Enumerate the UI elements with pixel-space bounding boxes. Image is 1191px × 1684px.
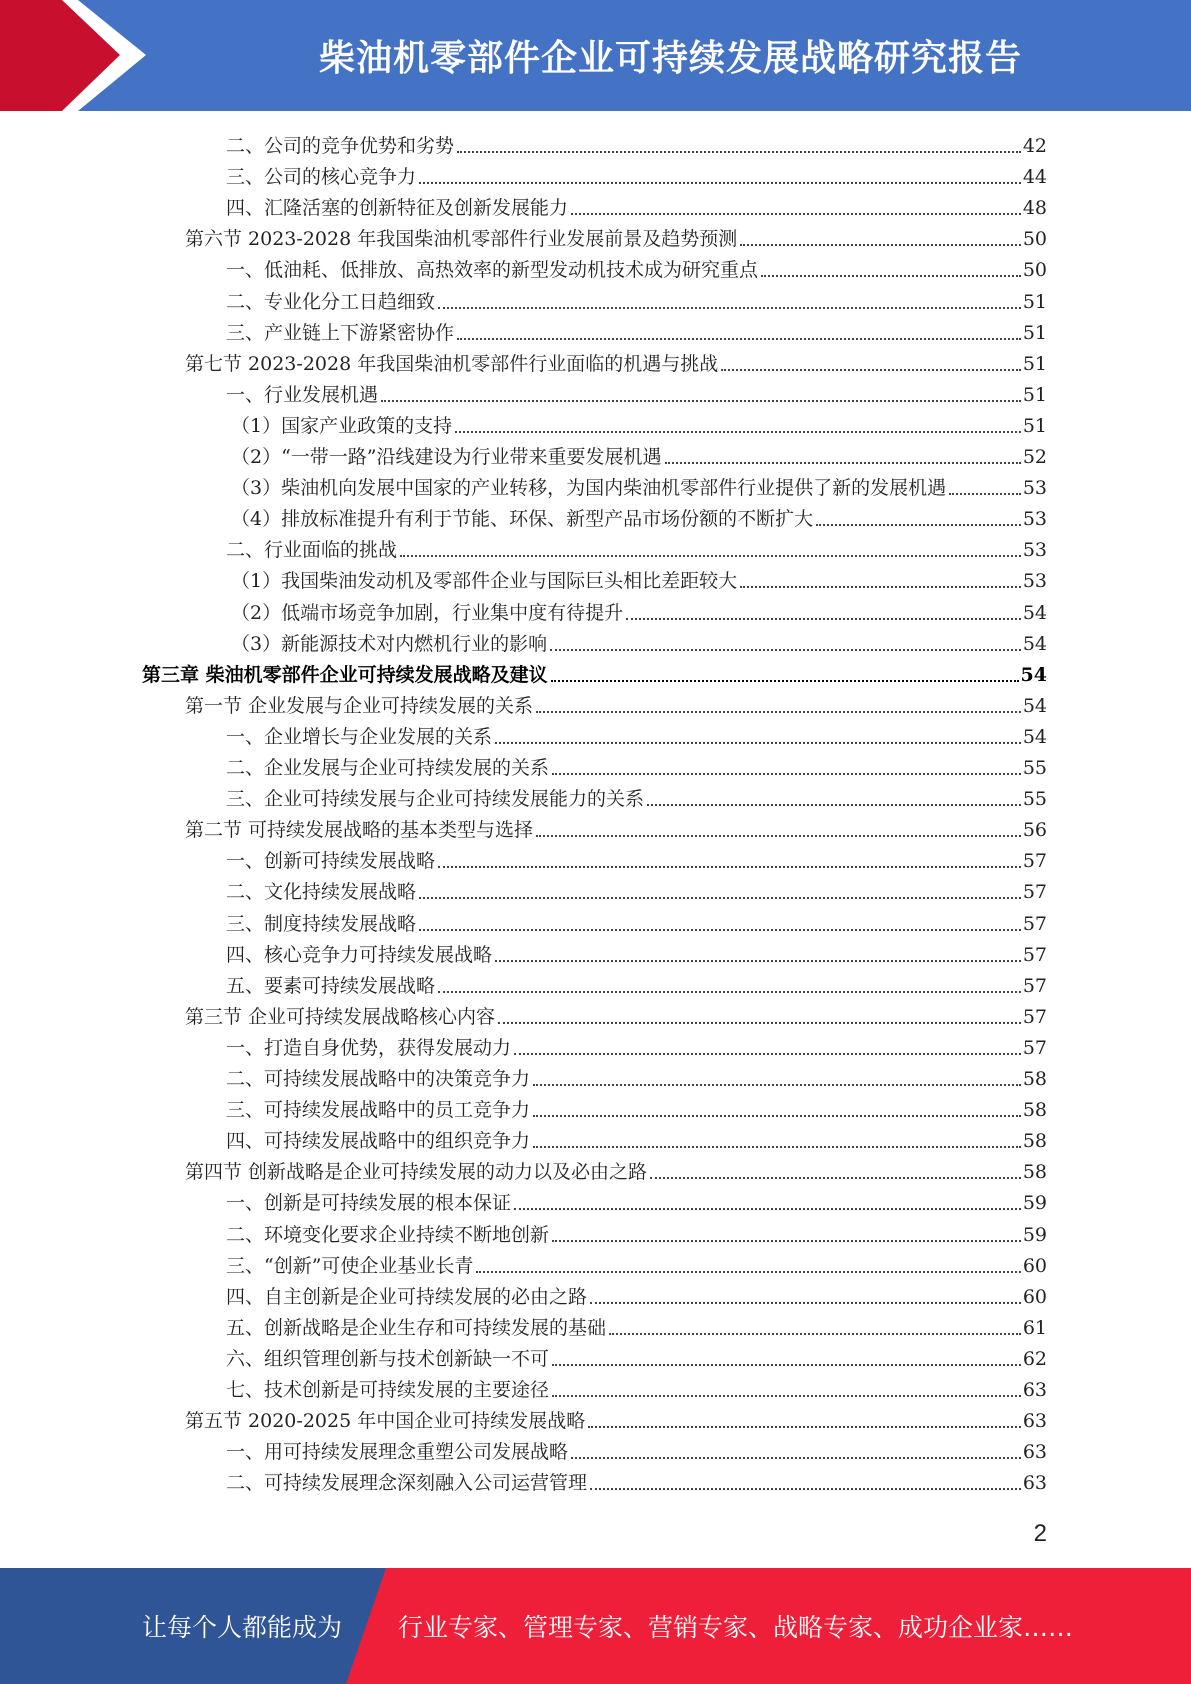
toc-entry-page: 48 [1022,197,1047,220]
toc-entry[interactable] [226,1278,1047,1309]
toc-entry[interactable] [226,1433,1047,1464]
toc-entry[interactable] [226,842,1047,873]
toc-leader-dots [571,213,1021,215]
toc-entry-page: 55 [1022,788,1047,811]
toc-entry[interactable] [226,1029,1047,1060]
toc-entry-page: 53 [1022,570,1047,593]
toc-entry-page: 55 [1022,757,1047,779]
toc-entry-page: 53 [1022,539,1047,562]
toc-entry-page: 59 [1022,1192,1047,1215]
toc-entry[interactable] [226,314,1047,345]
toc-entry-title: 四、核心竞争力可持续发展战略 [226,943,493,966]
toc-entry[interactable] [226,189,1047,220]
toc-entry-title: 二、可持续发展理念深刻融入公司运营管理 [226,1472,588,1495]
toc-entry-title: 一、行业发展机遇 [226,383,379,406]
toc-leader-dots [949,493,1021,495]
toc-entry-title: （4）排放标准提升有利于节能、环保、新型产品市场份额的不断扩大 [231,508,814,531]
toc-entry[interactable] [226,1247,1047,1278]
toc-leader-dots [514,1208,1021,1210]
toc-entry-page: 56 [1022,819,1047,842]
toc-leader-dots [495,960,1021,962]
toc-entry[interactable] [226,780,1047,811]
toc-leader-dots [552,773,1021,775]
toc-leader-dots [455,431,1021,433]
toc-entry-title: 第三节 企业可持续发展战略核心内容 [185,1005,496,1028]
toc-leader-dots [438,307,1021,309]
toc-entry[interactable] [231,625,1047,656]
toc-entry-title: （1）我国柴油发动机及零部件企业与国际巨头相比差距较大 [231,570,738,593]
toc-entry-title: 第一节 企业发展与企业可持续发展的关系 [185,694,534,717]
footer-bar [0,1568,1191,1684]
toc-leader-dots [740,244,1021,246]
toc-leader-dots [533,1115,1021,1117]
toc-entry[interactable] [185,687,1047,718]
toc-entry-page: 61 [1022,1316,1047,1339]
toc-entry-title: 三、“创新”可使企业基业长青 [226,1254,474,1277]
toc-entry-page: 51 [1022,383,1047,406]
toc-leader-dots [457,338,1021,340]
toc-entry-title: 第七节 2023-2028 年我国柴油机零部件行业面临的机遇与挑战 [185,352,719,375]
toc-entry-title: 第四节 创新战略是企业可持续发展的动力以及必由之路 [185,1161,648,1184]
toc-entry-title: 一、创新是可持续发展的根本保证 [226,1192,512,1215]
toc-entry[interactable] [231,469,1047,500]
toc-entry[interactable] [226,251,1047,282]
toc-entry[interactable] [226,873,1047,904]
toc-entry-page: 44 [1022,166,1047,189]
toc-entry[interactable] [226,905,1047,936]
toc-entry-page: 53 [1022,477,1047,500]
toc-leader-dots [495,742,1021,744]
toc-chapter-entry[interactable] [142,656,1047,687]
toc-entry[interactable] [231,500,1047,531]
toc-entry-page: 57 [1022,1036,1047,1059]
toc-entry-page: 58 [1022,1068,1047,1090]
toc-entry-title: 三、产业链上下游紧密协作 [226,321,455,344]
toc-leader-dots [498,1022,1021,1024]
toc-entry-title: 二、可持续发展战略中的决策竞争力 [226,1068,531,1090]
toc-entry-title: 三、企业可持续发展与企业可持续发展能力的关系 [226,788,645,811]
toc-entry[interactable] [226,127,1047,158]
toc-entry-title: 四、自主创新是企业可持续发展的必由之路 [226,1285,588,1308]
toc-leader-dots [816,524,1021,526]
toc-leader-dots [761,275,1021,277]
toc-entry-page: 63 [1022,1472,1047,1495]
toc-entry-page: 62 [1022,1347,1047,1370]
toc-entry[interactable] [226,158,1047,189]
toc-leader-dots [626,618,1021,620]
toc-entry-title: 第六节 2023-2028 年我国柴油机零部件行业发展前景及趋势预测 [185,228,738,251]
toc-leader-dots [533,1084,1021,1086]
toc-entry-page: 57 [1022,881,1047,904]
footer-slogan-left: 让每个人都能成为 [142,1613,343,1642]
toc-entry[interactable] [226,1184,1047,1215]
toc-entry-page: 42 [1022,135,1047,157]
toc-leader-dots [552,1240,1021,1242]
toc-entry-title: 三、可持续发展战略中的员工竞争力 [226,1099,531,1122]
toc-entry-title: 第三章 柴油机零部件企业可持续发展战略及建议 [142,663,548,686]
toc-leader-dots [438,991,1021,993]
toc-leader-dots [552,1364,1021,1366]
toc-entry-title: 二、环境变化要求企业持续不断地创新 [226,1223,550,1246]
toc-entry[interactable] [185,811,1047,842]
toc-leader-dots [536,711,1021,713]
toc-entry[interactable] [185,998,1047,1029]
toc-entry-title: 一、打造自身优势，获得发展动力 [226,1036,512,1059]
toc-leader-dots [533,1146,1021,1148]
toc-entry-title: 三、制度持续发展战略 [226,912,417,935]
toc-entry-page: 57 [1022,974,1047,997]
toc-entry[interactable] [226,531,1047,562]
toc-entry-title: 二、企业发展与企业可持续发展的关系 [226,757,550,779]
toc-entry-title: 四、汇隆活塞的创新特征及创新发展能力 [226,197,569,220]
toc-entry[interactable] [226,1309,1047,1340]
toc-entry[interactable] [231,407,1047,438]
header-arrow-decoration [0,0,160,111]
toc-leader-dots [438,866,1021,868]
toc-entry-page: 57 [1022,850,1047,873]
toc-entry[interactable] [231,438,1047,469]
toc-leader-dots [381,400,1021,402]
toc-entry-page: 58 [1022,1130,1047,1153]
toc-entry[interactable] [185,220,1047,251]
toc-entry-title: （3）新能源技术对内燃机行业的影响 [231,632,548,655]
toc-leader-dots [400,555,1021,557]
toc-entry-page: 63 [1022,1410,1047,1433]
toc-entry-page: 50 [1022,228,1047,251]
toc-entry-title: 第五节 2020-2025 年中国企业可持续发展战略 [185,1410,586,1433]
toc-entry[interactable] [231,562,1047,593]
toc-entry[interactable] [226,936,1047,967]
toc-leader-dots [536,835,1021,837]
toc-entry-page: 63 [1022,1379,1047,1401]
toc-entry[interactable] [226,1060,1047,1091]
footer-slogan-right: 行业专家、管理专家、营销专家、战略专家、成功企业家…… [398,1613,1074,1642]
toc-entry-page: 59 [1022,1223,1047,1246]
toc-leader-dots [551,680,1019,682]
toc-entry-title: 二、行业面临的挑战 [226,539,398,562]
toc-entry-page: 54 [1022,725,1047,748]
toc-entry-title: 一、低油耗、低排放、高热效率的新型发动机技术成为研究重点 [226,259,759,282]
toc-entry-title: 第二节 可持续发展战略的基本类型与选择 [185,819,534,842]
toc-entry-title: 一、企业增长与企业发展的关系 [226,725,493,748]
toc-entry[interactable] [226,749,1047,780]
toc-leader-dots [419,182,1021,184]
toc-entry-page: 60 [1022,1285,1047,1308]
toc-entry[interactable] [185,1153,1047,1184]
toc-entry[interactable] [226,1371,1047,1402]
toc-entry-title: （1）国家产业政策的支持 [231,414,453,437]
toc-entry-page: 57 [1022,912,1047,935]
toc-leader-dots [590,1488,1021,1490]
toc-entry-page: 57 [1022,1005,1047,1028]
toc-entry-page: 54 [1022,632,1047,655]
document-title: 柴油机零部件企业可持续发展战略研究报告 [318,38,1022,79]
toc-leader-dots [721,369,1021,371]
toc-entry[interactable] [226,1122,1047,1153]
toc-entry-title: 四、可持续发展战略中的组织竞争力 [226,1130,531,1153]
toc-entry-page: 54 [1020,663,1047,686]
toc-leader-dots [514,1053,1021,1055]
toc-entry-title: 五、要素可持续发展战略 [226,974,436,997]
toc-entry-page: 58 [1022,1099,1047,1122]
toc-entry[interactable] [226,967,1047,998]
toc-entry-title: 二、公司的竞争优势和劣势 [226,135,455,157]
toc-entry-page: 54 [1022,694,1047,717]
toc-leader-dots [740,586,1021,588]
toc-entry[interactable] [226,718,1047,749]
toc-entry-title: 六、组织管理创新与技术创新缺一不可 [226,1347,550,1370]
toc-entry[interactable] [226,1091,1047,1122]
toc-leader-dots [647,804,1021,806]
toc-leader-dots [419,929,1021,931]
toc-entry-page: 51 [1022,321,1047,344]
toc-entry-title: 一、用可持续发展理念重塑公司发展战略 [226,1441,569,1464]
toc-leader-dots [552,1395,1021,1397]
toc-entry[interactable] [226,376,1047,407]
page-number: 2 [1033,1520,1047,1547]
toc-leader-dots [550,649,1021,651]
toc-entry[interactable] [226,1340,1047,1371]
toc-entry-page: 52 [1022,446,1047,468]
toc-leader-dots [419,897,1021,899]
toc-entry-page: 51 [1022,290,1047,313]
toc-entry-page: 54 [1022,601,1047,624]
toc-entry-page: 60 [1022,1254,1047,1277]
toc-leader-dots [590,1302,1021,1304]
toc-leader-dots [571,1457,1021,1459]
toc-entry-page: 63 [1022,1441,1047,1464]
toc-entry-title: （3）柴油机向发展中国家的产业转移，为国内柴油机零部件行业提供了新的发展机遇 [231,477,947,500]
toc-entry-title: 七、技术创新是可持续发展的主要途径 [226,1379,550,1401]
toc-entry[interactable] [185,345,1047,376]
toc-entry-title: 二、文化持续发展战略 [226,881,417,904]
toc-leader-dots [457,151,1021,153]
toc-entry-title: （2）“一带一路”沿线建设为行业带来重要发展机遇 [231,446,662,468]
toc-entry-page: 51 [1022,352,1047,375]
toc-entry-page: 50 [1022,259,1047,282]
toc-entry[interactable] [226,1216,1047,1247]
toc-leader-dots [609,1333,1021,1335]
toc-entry-title: 一、创新可持续发展战略 [226,850,436,873]
toc-entry-page: 58 [1022,1161,1047,1184]
toc-entry[interactable] [226,1464,1047,1495]
toc-leader-dots [650,1177,1021,1179]
toc-entry-title: 五、创新战略是企业生存和可持续发展的基础 [226,1316,607,1339]
toc-entry-title: （2）低端市场竞争加剧，行业集中度有待提升 [231,601,624,624]
toc-entry[interactable] [185,1402,1047,1433]
toc-leader-dots [476,1271,1020,1273]
toc-entry-title: 三、公司的核心竞争力 [226,166,417,189]
toc-entry-title: 二、专业化分工日趋细致 [226,290,436,313]
toc-leader-dots [588,1426,1021,1428]
toc-entry[interactable] [231,594,1047,625]
toc-entry-page: 57 [1022,943,1047,966]
toc-entry[interactable] [226,283,1047,314]
toc-entry-page: 51 [1022,414,1047,437]
header-bar [0,0,1191,111]
toc-entry-page: 53 [1022,508,1047,531]
toc-leader-dots [665,462,1021,464]
